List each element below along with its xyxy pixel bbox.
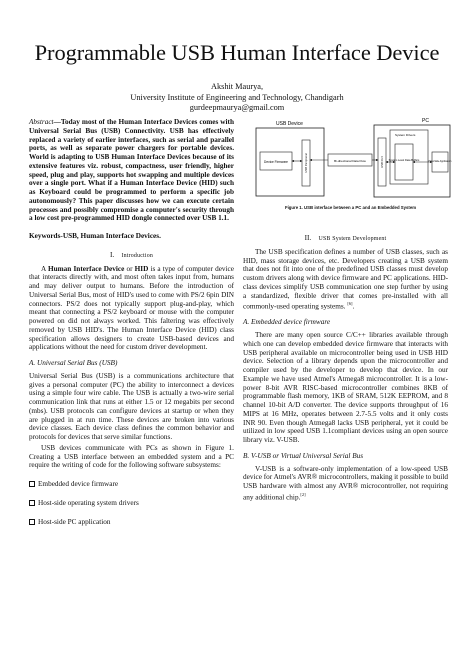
intro-paragraph [29, 265, 234, 353]
system-drivers-label: System Drivers [395, 133, 416, 137]
usb-port-label: USB Port [380, 156, 385, 168]
abstract-text: Today most of the Human Interface Devices comes with Universal Serial Bus (USB) Connectivity. USB has effectively replaced a variety of earlier interfaces, such as serial and parallel ports, as well as separate power chargers for portable devices. World is adapting to USB Human Interface Devices because of its extensive features viz. robust, compactness, user friendly, higher speed, plug and play, supports hot swapping and multiple devices over a single port. What if a Human Interface Device (HID) such as Keyboard could be programmed to perform a specific job autonomously? This paper discusses how we can execute certain processes and possibly compromise a computer's security through a low cost pre-programmed HID dongle connected over USB 1.1. [29, 118, 234, 223]
usb-interface-diagram [254, 116, 452, 206]
usb-peripheral-label: USB Peripheral [304, 153, 309, 173]
system-development-end: . [352, 302, 355, 311]
intro-text-rest: is a type of computer device that interacts directly with, and most often takes input from, humans and may deliver output to humans. Before the introduction of Universal Serial Bus, most of HID's used to come with PS/2 6pin DIN connectors. PS/2 does not typically support plug-and-play, which meant that connecting a PS/2 keyboard or mouse with the computer powered on did not always worked. This faltering was effectively removed by USB HID's. The Human Interface Device (HID) class specification allows designers to create USB-based devices and applications without the need for custom driver development. [29, 264, 234, 352]
section-title: Introduction [121, 252, 153, 259]
left-column [29, 118, 234, 526]
author-email: gurdeepmaurya@gmail.com [189, 103, 285, 112]
citation-ref: [2] [300, 491, 306, 497]
intro-text-start: A [41, 264, 48, 273]
section-heading-usb-system-development [243, 234, 448, 244]
system-drivers-box [390, 130, 428, 184]
data-flow-label: Bi-directional Data Flow [334, 159, 366, 163]
checkbox-bullet-icon [29, 519, 35, 525]
section-title: USB System Development [318, 236, 387, 242]
author-name: Akshit Maurya, [210, 82, 264, 91]
usb-device-label: USB Device [276, 121, 303, 127]
intro-text-or: or [124, 264, 135, 273]
list-item [29, 480, 234, 489]
section-numeral: II. [304, 234, 312, 242]
pc-label: PC [422, 118, 429, 124]
section-numeral: I. [109, 250, 115, 259]
vusb-text: V-USB is a software-only implementation of a low-speed USB device for Atmel's AVR® microcontrollers, making it possible to build USB hardware with almost any AVR® microcontroller, not requiring any additional chip. [243, 464, 448, 502]
right-column [243, 234, 448, 502]
keywords: Keywords-USB, Human Interface Devices. [29, 232, 161, 240]
firmware-paragraph: There are many open source C/C++ libraries available through which one can develop embedded device firmware that interacts with USB peripheral available on microcontroller being used in USB HID device. Selection of a library depends upon the microcontroller and compiler used by the developer to develop that device. In our Example we have used Atmel's Atmega8 microcontroller. It is a low-power 8-bit AVR RISC-based microcontroller combines 8KB of programmable flash memory, 1KB of SRAM, 512K EEPROM, and 8 channel 10-bit A/D converter. The device supports throughput of 16 MIPS at 16 MHz, operates between 2.7-5.5 volts and it only costs INR 90. Even though Atmega8 lacks USB peripheral, yet it could be utilized in low speed USB 1.1compliant devices using an open source library viz. V-USB. [243, 331, 448, 445]
section-heading-introduction [29, 251, 234, 261]
subsection-heading-usb: A. Universal Serial Bus (USB) [29, 359, 118, 367]
device-firmware-label: Device Firmware [264, 160, 288, 164]
system-development-paragraph [243, 248, 448, 312]
intro-bold-hid-abbrev: HID [134, 264, 149, 273]
list-item [29, 518, 234, 527]
subsection-heading-vusb: B. V-USB or Virtual Universal Serial Bus [243, 451, 364, 460]
list-item-label: Host-side PC application [38, 517, 111, 526]
list-item [29, 499, 234, 508]
subsection-heading-firmware: A. Embedded device firmware [243, 318, 331, 327]
data-buffers-label: System Level Data Buffers [388, 159, 420, 162]
author-affiliation: University Institute of Engineering and Technology, Chandigarh [130, 92, 344, 102]
author-block [0, 82, 474, 114]
host-app-label: Host-Side Application [428, 160, 452, 163]
paper-title: Programmable USB Human Interface Device [34, 40, 440, 65]
abstract: Abstract—Today most of the Human Interface Devices comes with Universal Serial Bus (USB) Connectivity. USB has effectively replaced a variety of earlier interfaces, such as serial and parallel ports, as well as separate power chargers for portable devices. World is adapting to USB Human Interface Devices because of its extensive features viz. robust, compactness, user friendly, higher speed, plug and play, supports hot swapping and multiple devices over a single port. What if a Human Interface Device (HID) such as Keyboard could be programmed to perform a specific job autonomously? This paper discusses how we can execute certain processes and possibly compromise a computer's security through a low cost pre-programmed HID dongle connected over USB 1.1. [29, 118, 234, 223]
list-item-label: Embedded device firmware [38, 480, 119, 488]
list-item-label: Host-side operating system drivers [38, 498, 139, 507]
data-buffers-box [395, 144, 413, 180]
checkbox-bullet-icon [29, 500, 35, 506]
checkbox-bullet-icon [29, 481, 35, 487]
usb-paragraph-1: Universal Serial Bus (USB) is a communications architecture that gives a personal computer (PC) the ability to interconnect a devices using a simple four wire cable. The USB is actually a two-wire serial communication link that runs at either 1.5 or 12 megabits per second (mbs). USB protocols can configure devices at startup or when they are plugged in at run time. These devices are broken into various device classes. Each device class defines the common behavior and protocols for devices that serve similar functions. [29, 371, 234, 441]
citation-ref: [6] [347, 301, 353, 307]
intro-bold-hid-term: Human Interface Device [47, 264, 125, 273]
usb-paragraph-2: USB devices communicate with PCs as shown in Figure 1. Creating a USB interface between an embedded system and a PC require the writing of code for the following software subsystems: [29, 443, 234, 470]
abstract-label: Abstract [29, 118, 54, 126]
figure-caption: Figure 1. USB interface between a PC and an Embedded System [284, 205, 417, 210]
vusb-paragraph [243, 465, 448, 502]
system-development-text: The USB specification defines a number of USB classes, such as HID, mass storage devices, etc. Developers creating a USB system that does not fit into one of the predefined USB classes must develop custom drivers along with device firmware and PC applications. HID-class devices simplify USB communication one step further by using a standardized, flexible driver that comes pre-installed with all commonly-used operating systems. [243, 247, 448, 311]
